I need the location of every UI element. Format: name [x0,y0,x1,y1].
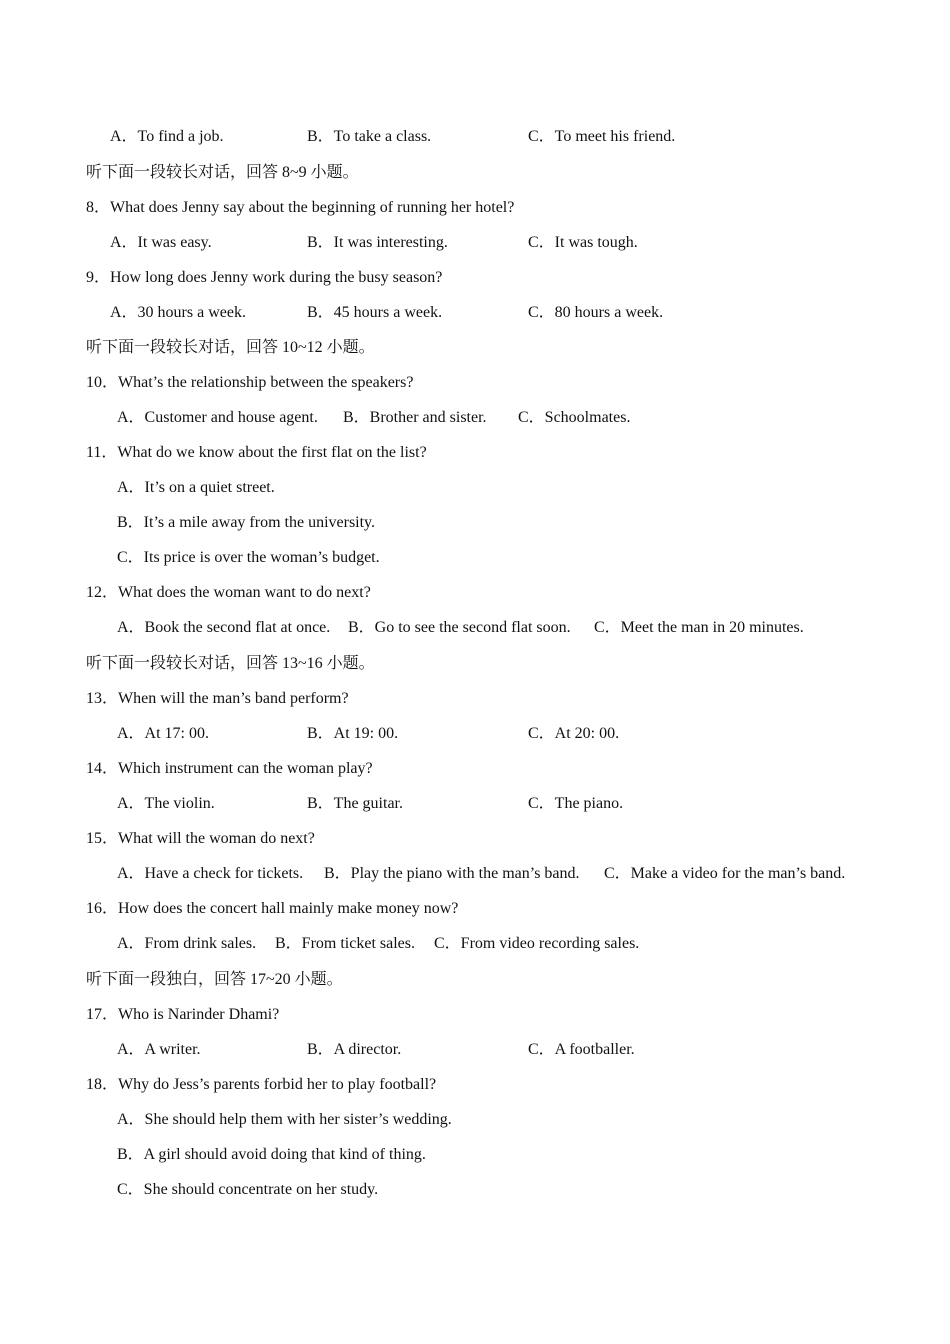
q9-option-a: A．30 hours a week. [110,304,246,321]
q16-option-c: C．From video recording sales. [434,935,640,952]
q12-stem: 12．What does the woman want to do next? [86,584,371,601]
q13-option-b: B．At 19: 00. [307,725,399,742]
section-header-13-16: 听下面一段较长对话，回答 13~16 小题。 [86,655,375,672]
section-header-8-9: 听下面一段较长对话，回答 8~9 小题。 [86,164,359,181]
q12-option-b: B．Go to see the second flat soon. [348,619,571,636]
q14-stem: 14．Which instrument can the woman play? [86,760,373,777]
q7-option-a: A．To find a job. [110,128,224,145]
q13-stem: 13．When will the man’s band perform? [86,690,349,707]
section-header-17-20: 听下面一段独白，回答 17~20 小题。 [86,971,343,988]
q16-option-a: A．From drink sales. [117,935,257,952]
q14-option-c: C．The piano. [528,795,624,812]
q17-option-b: B．A director. [307,1041,402,1058]
q10-option-c: C．Schoolmates. [518,409,631,426]
q8-option-b: B．It was interesting. [307,234,448,251]
q7-option-b: B．To take a class. [307,128,432,145]
q18-option-c: C．She should concentrate on her study. [117,1181,379,1198]
q11-option-b: B．It’s a mile away from the university. [117,514,376,531]
q9-stem: 9．How long does Jenny work during the busy season? [86,269,443,286]
q17-option-c: C．A footballer. [528,1041,635,1058]
q9-option-c: C．80 hours a week. [528,304,664,321]
q11-option-a: A．It’s on a quiet street. [117,479,275,496]
q18-stem: 18．Why do Jess’s parents forbid her to play football? [86,1076,437,1093]
q12-option-a: A．Book the second flat at once. [117,619,331,636]
q8-option-a: A．It was easy. [110,234,212,251]
q11-stem: 11．What do we know about the first flat on the list? [86,444,427,461]
q16-stem: 16．How does the concert hall mainly make money now? [86,900,459,917]
q14-option-a: A．The violin. [117,795,215,812]
q10-option-b: B．Brother and sister. [343,409,487,426]
q9-option-b: B．45 hours a week. [307,304,443,321]
q7-option-c: C．To meet his friend. [528,128,676,145]
q15-option-c: C．Make a video for the man’s band. [604,865,846,882]
section-header-10-12: 听下面一段较长对话，回答 10~12 小题。 [86,339,375,356]
q10-option-a: A．Customer and house agent. [117,409,318,426]
q15-option-a: A．Have a check for tickets. [117,865,304,882]
q11-option-c: C．Its price is over the woman’s budget. [117,549,380,566]
q18-option-a: A．She should help them with her sister’s wedding. [117,1111,452,1128]
q17-option-a: A．A writer. [117,1041,201,1058]
q8-stem: 8．What does Jenny say about the beginning of running her hotel? [86,199,515,216]
q12-option-c: C．Meet the man in 20 minutes. [594,619,804,636]
q15-option-b: B．Play the piano with the man’s band. [324,865,580,882]
q10-stem: 10．What’s the relationship between the speakers? [86,374,414,391]
q13-option-a: A．At 17: 00. [117,725,210,742]
q16-option-b: B．From ticket sales. [275,935,415,952]
q8-option-c: C．It was tough. [528,234,638,251]
q14-option-b: B．The guitar. [307,795,403,812]
q18-option-b: B．A girl should avoid doing that kind of thing. [117,1146,426,1163]
q13-option-c: C．At 20: 00. [528,725,620,742]
q17-stem: 17．Who is Narinder Dhami? [86,1006,280,1023]
q15-stem: 15．What will the woman do next? [86,830,315,847]
